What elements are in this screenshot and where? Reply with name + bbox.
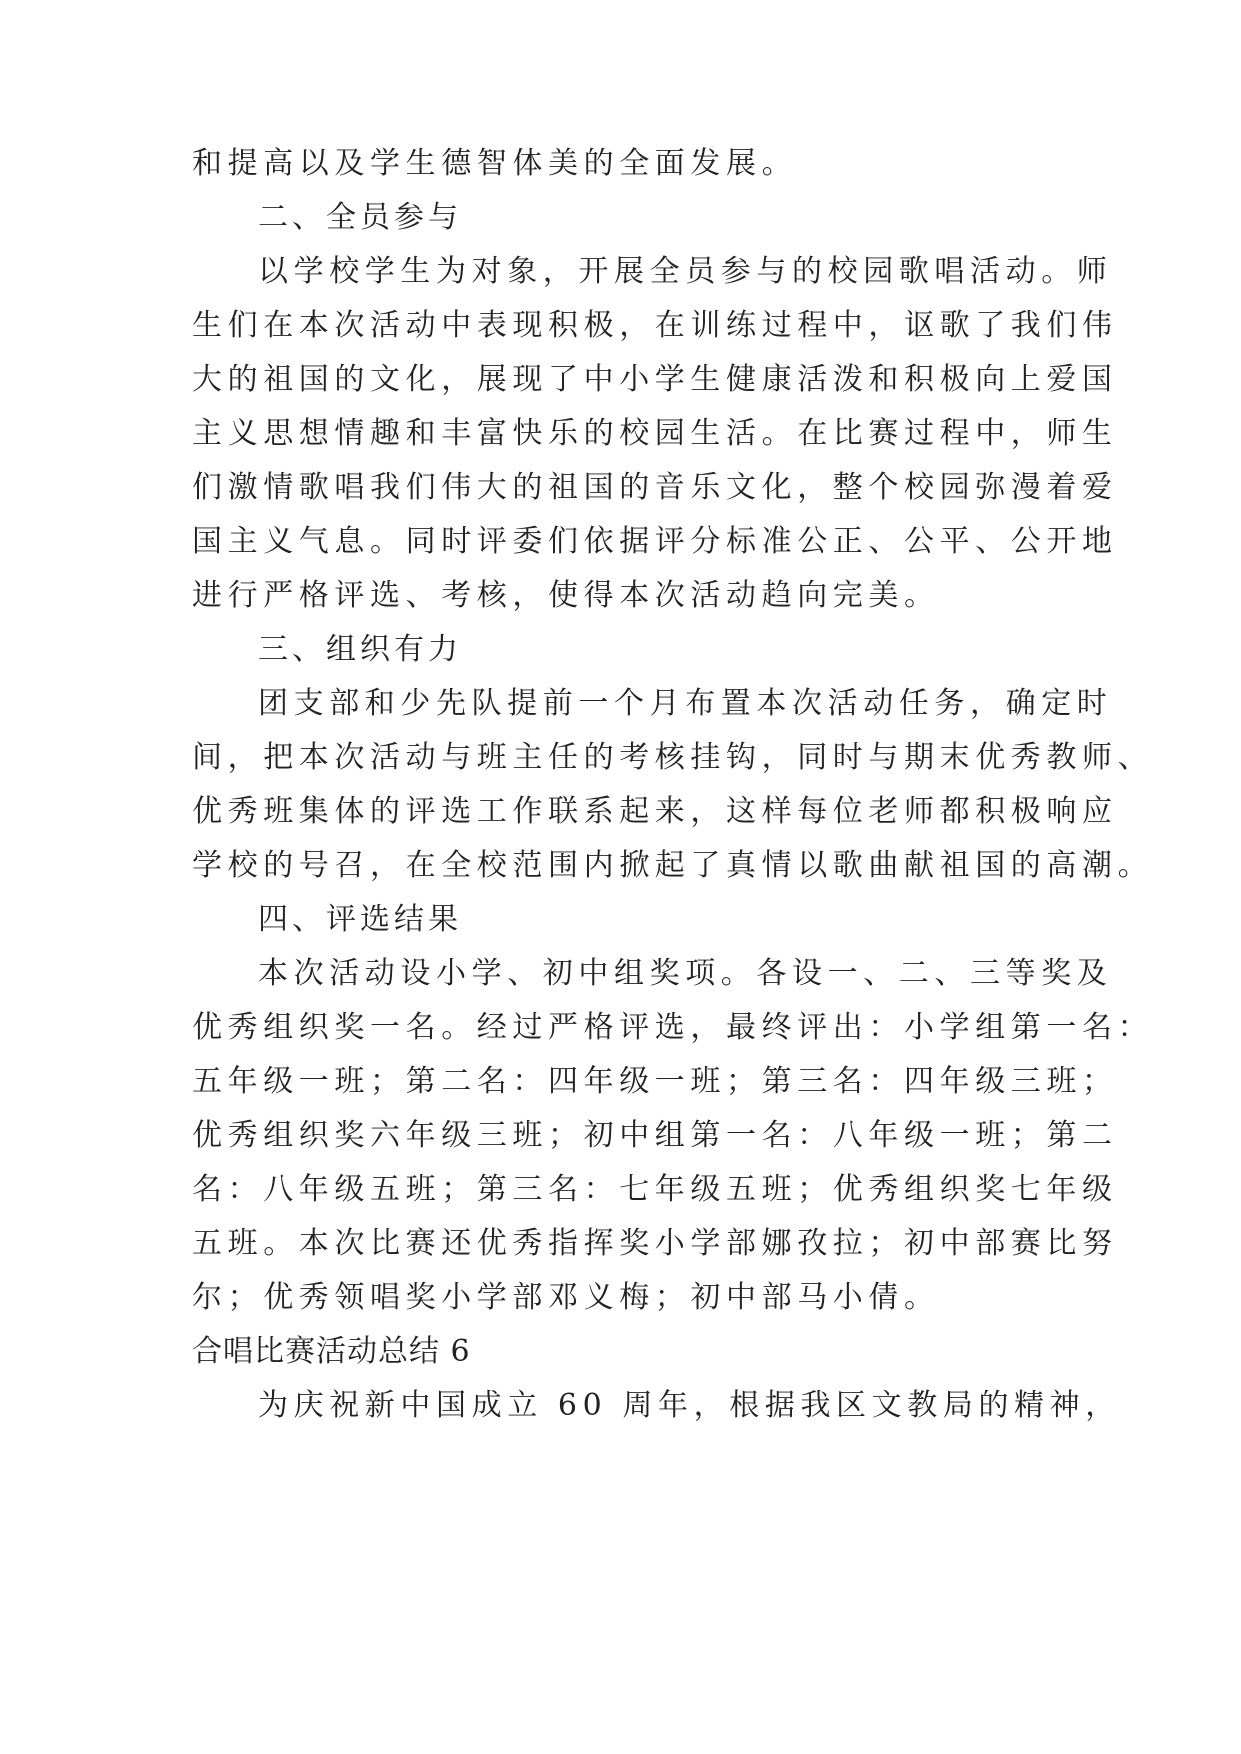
paragraph-line: 国主义气息。同时评委们依据评分标准公正、公平、公开地 (192, 524, 1118, 559)
paragraph-line: 以学校学生为对象，开展全员参与的校园歌唱活动。师 (258, 254, 1113, 289)
paragraph-line: 名：八年级五班；第三名：七年级五班；优秀组织奖七年级 (192, 1172, 1118, 1207)
paragraph-line: 学校的号召，在全校范围内掀起了真情以歌曲献祖国的高潮。 (192, 848, 1154, 883)
paragraph-line: 主义思想情趣和丰富快乐的校园生活。在比赛过程中，师生 (192, 416, 1118, 451)
paragraph-line: 为庆祝新中国成立 60 周年，根据我区文教局的精神， (258, 1388, 1121, 1423)
paragraph-line: 们激情歌唱我们伟大的祖国的音乐文化，整个校园弥漫着爱 (192, 470, 1118, 505)
section-heading: 四、评选结果 (258, 902, 462, 937)
article-title: 合唱比赛活动总结 6 (192, 1334, 471, 1369)
paragraph-line: 尔；优秀领唱奖小学部邓义梅；初中部马小倩。 (192, 1280, 940, 1315)
paragraph-line: 大的祖国的文化，展现了中小学生健康活泼和积极向上爱国 (192, 362, 1118, 397)
paragraph-line: 本次活动设小学、初中组奖项。各设一、二、三等奖及 (258, 956, 1113, 991)
paragraph-line: 进行严格评选、考核，使得本次活动趋向完美。 (192, 578, 940, 613)
paragraph-line: 优秀组织奖六年级三班；初中组第一名：八年级一班；第二 (192, 1118, 1118, 1153)
paragraph-line: 优秀组织奖一名。经过严格评选，最终评出：小学组第一名： (192, 1010, 1154, 1045)
paragraph-line: 优秀班集体的评选工作联系起来，这样每位老师都积极响应 (192, 794, 1118, 829)
paragraph-line: 团支部和少先队提前一个月布置本次活动任务，确定时 (258, 686, 1113, 721)
section-heading: 二、全员参与 (258, 200, 462, 235)
paragraph-line: 间，把本次活动与班主任的考核挂钩，同时与期末优秀教师、 (192, 740, 1154, 775)
paragraph-line: 生们在本次活动中表现积极，在训练过程中，讴歌了我们伟 (192, 308, 1118, 343)
paragraph-line: 五班。本次比赛还优秀指挥奖小学部娜孜拉；初中部赛比努 (192, 1226, 1118, 1261)
paragraph-line: 五年级一班；第二名：四年级一班；第三名：四年级三班； (192, 1064, 1118, 1099)
section-heading: 三、组织有力 (258, 632, 462, 667)
paragraph-line: 和提高以及学生德智体美的全面发展。 (192, 146, 798, 181)
